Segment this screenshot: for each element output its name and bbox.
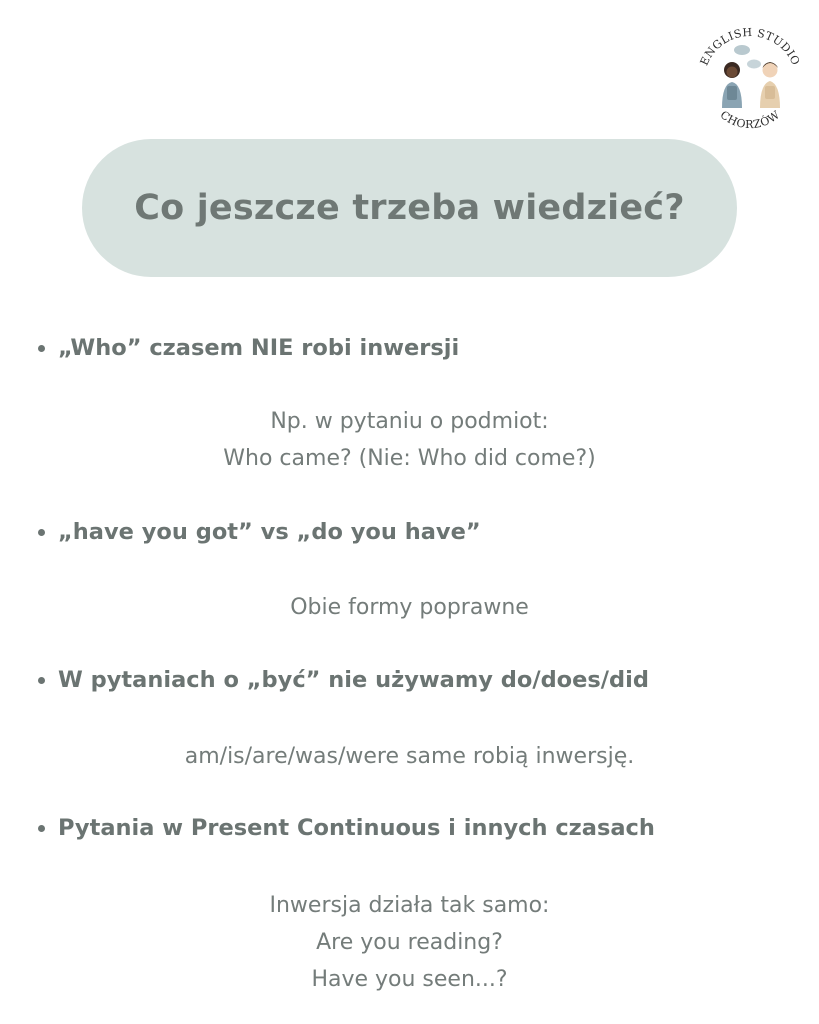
body-line: Are you reading? (316, 930, 503, 955)
body-line: Np. w pytaniu o podmiot: (270, 409, 549, 434)
body-line: Obie formy poprawne (290, 595, 529, 620)
two-people-talking-icon (690, 20, 810, 140)
bullet-icon (38, 677, 45, 684)
bullet-icon (38, 345, 45, 352)
logo-top-text: ENGLISH STUDIO (697, 25, 803, 68)
body-line: Who came? (Nie: Who did come?) (223, 446, 596, 471)
section-heading-byc (38, 667, 649, 693)
body-line: am/is/are/was/were same robią inwersję. (184, 744, 635, 769)
section-heading-text: „have you got” vs „do you have” (58, 519, 481, 545)
section-heading-who (38, 335, 459, 361)
section-body-present-continuous (0, 887, 819, 998)
section-heading-text: W pytaniach o „być” nie używamy do/does/did (58, 667, 649, 693)
title-banner (82, 139, 737, 277)
page-title: Co jeszcze trzeba wiedzieć? (134, 188, 685, 228)
studio-logo (690, 20, 810, 140)
section-heading-text: Pytania w Present Continuous i innych czasach (58, 815, 655, 841)
bullet-icon (38, 529, 45, 536)
bullet-icon (38, 825, 45, 832)
section-heading-have-got (38, 519, 481, 545)
section-body-byc (0, 738, 819, 775)
body-line: Have you seen...? (311, 967, 508, 992)
logo-bottom-text: CHORZÓW (717, 108, 783, 132)
section-body-who (0, 403, 819, 477)
body-line: Inwersja działa tak samo: (269, 893, 550, 918)
section-heading-present-continuous (38, 815, 655, 841)
section-body-have-got (0, 589, 819, 626)
section-heading-text: „Who” czasem NIE robi inwersji (58, 335, 460, 361)
